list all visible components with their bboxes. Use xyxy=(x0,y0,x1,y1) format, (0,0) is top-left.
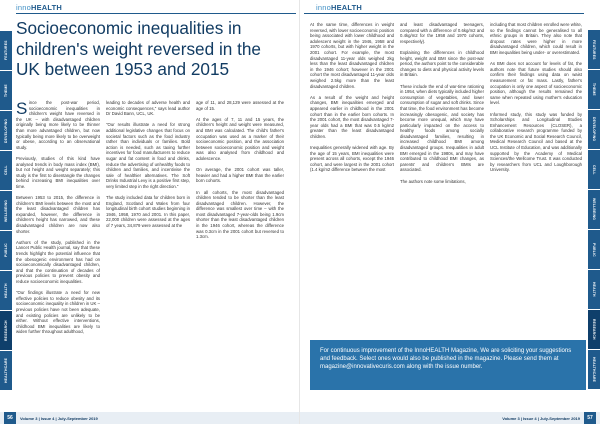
header-rule xyxy=(16,13,296,14)
feedback-callout xyxy=(310,340,586,390)
paragraph: At the ages of 7, 11 and 15 years, the children's height and weight were measured, and BMI was calculated. The child's father's occupation was used as a marker of their socioeconomic position, and the association between socioeconomic position and weight was also analysed from childhood and adolescence. xyxy=(196,116,284,161)
page-number: 57 xyxy=(584,412,596,424)
paragraph: age of 11, and 28,129 were assessed at the age of 15. xyxy=(196,100,284,111)
section-tab[interactable]: HEALTHCARE xyxy=(0,350,12,390)
section-tab[interactable]: RESEARCH xyxy=(0,310,12,350)
section-tab[interactable]: FEATURES xyxy=(588,30,600,70)
issue-info: Volume 3 | Issue 4 | July-September 2019 xyxy=(20,415,98,421)
callout-text: For continuous improvement of the InnoHEALTH Magazine, We are soliciting your suggestions and feedback. Select ones would also be published in the magazine. Please send them at magazine@innovativecuris.com along with the issue number. xyxy=(320,348,572,371)
paragraph: The study included data for children born in England, Scotland and Wales from four longitudinal birth cohort studies beginning in 1946, 1958, 1970 and 2001. In this paper, 22,000 children were assessed at the ages of 7 years, 34,879 were assessed at the xyxy=(106,195,190,229)
footer xyxy=(300,412,600,424)
paragraph: Explaining the differences in childhood height, weight and BMI since the post-war period, the authors point to the considerable changes to diets and physical activity levels in Britain. xyxy=(400,49,484,78)
magazine-logo[interactable]: innoHEALTH xyxy=(16,3,63,12)
paragraph: including that most children enrolled were white, so the findings cannot be generalised to all ethnic groups in Britain. They also note that dropout rates were higher in more disadvantaged children, which could result in BMI inequalities being under- or overestimated. xyxy=(490,22,582,55)
paragraph: Authors of the study, published in the Lancet Public Health journal, say that these trends highlight the potential influence that the obesogenic environment has had on socioeconomically disadvantaged children, and that the continuation of decades of previous policies to prevent obesity and reduce socioeconomic inequalities. xyxy=(16,239,100,284)
masthead xyxy=(16,3,62,12)
section-tab[interactable]: THEME xyxy=(0,70,12,110)
paragraph: Since the post-war period, socioeconomic inequalities in children's weight have reversed in the UK – with disadvantaged children originally being more likely to be thinner than more advantaged children, but now typically being more likely to be overweight or obese, according to an observational study. xyxy=(16,98,100,150)
magazine-logo[interactable]: innoHEALTH xyxy=(316,3,363,12)
section-tab[interactable]: HEALTH xyxy=(0,270,12,310)
section-tab[interactable]: THEME xyxy=(588,70,600,110)
article-column-5 xyxy=(400,22,484,190)
footer xyxy=(0,412,300,424)
paragraph: Informed study, this study was funded by Scholarships and Longitudinal Studies Enhancement Resources (CLOSER), a collaborative research programme funded by the UK Economic and Social Research Council, Medical Research Council and based at the UCL Institute of Education, and was additionally supported by the Academy of Medical Sciences/the Wellcome Trust. It was conducted by researchers from UCL and Loughborough University. xyxy=(490,111,582,173)
article-column-2 xyxy=(106,100,190,234)
section-tab[interactable]: FEATURES xyxy=(0,30,12,70)
paragraph: "Our results illustrate a need for strong additional legislative changes that focus on societal factors such as the food industry rather than individuals or families. Bold action is needed, such as taxing further incentives for food manufacturers to reduce sugar and fat content in food and drinks, reduce the advertising of unhealthy foods to children and families, and incentivise the sale of healthier alternatives. The Soft Drinks Industrial Levy is a positive first step, very limited step in the right direction." xyxy=(106,122,190,189)
page-number: 56 xyxy=(4,412,16,424)
paragraph: As a result of the weight and height changes, BMI inequalities emerged and appeared earlier in childhood in the 2001 cohort than in the earlier born cohorts. In the 2001 cohort, the most disadvantaged 7-year olds had a BMI that was 0.5 kg/m2 greater than the least disadvantaged children. xyxy=(310,94,394,139)
paragraph: At the same time, differences in weight reversed, with lower socioeconomic position being associated with lower childhood and adolescent weight in the 1946, 1958 and 1970 cohorts, but with higher weight in the 2001 cohort. For example, the most disadvantaged 11-year olds weighed 2kg less than the least disadvantaged children in the 1946 cohort; however in the 2001 cohort the most disadvantaged 11-year olds weighed 2.5kg more than the least disadvantaged children. xyxy=(310,22,394,89)
section-tabs-right xyxy=(588,30,600,390)
paragraph: Previously, studies of this kind have analysed trends in body mass index (BMI), but not height and weight separately; this study is the first to disentangle the changes behind increasing BMI inequalities over time. xyxy=(16,155,100,189)
section-tab[interactable]: DEVELOPING xyxy=(588,110,600,150)
section-tab[interactable]: HEALTHCARE xyxy=(588,350,600,390)
section-tab[interactable]: PUBLIC xyxy=(0,230,12,270)
article-column-3 xyxy=(196,100,284,245)
section-tab[interactable]: RESEARCH xyxy=(588,310,600,350)
section-tab[interactable]: HEALTH xyxy=(588,270,600,310)
section-tab[interactable]: CELL xyxy=(588,150,600,190)
paragraph: Between 1953 to 2015, the difference in children's BMI levels between the most and the least disadvantaged children has expanded, however, the difference in children's height has narrowed, and these disadvantaged children are now also shorter. xyxy=(16,195,100,234)
article-column-4 xyxy=(310,22,394,179)
paragraph: The authors note some limitations, xyxy=(400,178,466,184)
masthead xyxy=(316,3,362,12)
paragraph: "Our findings illustrate a need for new effective policies to reduce obesity and its socioeconomic inequality in children in UK – previous policies have not been adequate, and existing policies are unlikely to be either. Without effective interventions, childhood BMI inequalities are likely to widen further throughout adulthood, xyxy=(16,290,100,335)
paragraph: leading to decades of adverse health and economic consequences," says lead author Dr David Bann, UCL, UK. xyxy=(106,100,190,117)
section-tab[interactable]: WELLBEING xyxy=(0,190,12,230)
paragraph: These include the end of war-time rationing in 1954, when diets typically included higher consumption of vegetables, and lower consumption of sugar and soft drinks. Since that time, the food environment has become increasingly obesogenic, and society has become more unequal, which may have particularly impacted on the access to healthy foods among socially disadvantaged families, resulting in increased childhood BMI among disadvantaged groups. Inequalities in adult BMI emerged in the 1980s, and may have contributed to childhood BMI changes, as parents' and children's BMIs are associated. xyxy=(400,83,484,173)
section-tab[interactable]: PUBLIC xyxy=(588,230,600,270)
section-tab[interactable]: CELL xyxy=(0,150,12,190)
right-page xyxy=(300,0,600,424)
section-tab[interactable]: WELLBEING xyxy=(588,190,600,230)
article-column-1 xyxy=(16,100,100,341)
paragraph: and least disadvantaged teenagers, compared with a difference of 0.6kg/m2 and 0.4kg/m2 for the 1958 and 1970 cohorts, respectively). xyxy=(400,22,484,44)
section-tabs-left xyxy=(0,30,12,390)
article-column-6 xyxy=(490,22,582,179)
paragraph: As BMI does not account for levels of fat, the authors note that future studies should also confirm their findings using data on waist measurement or fat mass. Lastly, father's occupation is only one aspect of socioeconomic position, although the results remained the same when repeated using mother's education level. xyxy=(490,61,582,106)
paragraph: In all cohorts, the most disadvantaged children tended to be shorter than the least disadvantaged children. However, the difference was smallest over time – with the most disadvantaged 7-year-olds being 1.9cm shorter than the least disadvantaged children in the 1946 cohort, whereas the difference was 0.3cm in the 2001 cohort but reversed to 1.3cm. xyxy=(196,189,284,240)
paragraph: Inequalities generally widened with age. By the age of 15 years, BMI inequalities were present across all cohorts, except the 1946 cohort, and were largest in the 2001 cohort (1.4 kg/m2 difference between the most xyxy=(310,145,394,173)
paragraph: On average, the 2001 cohort was taller, heavier and had a higher BMI than the earlier born cohorts. xyxy=(196,167,284,184)
section-tab[interactable]: DEVELOPING xyxy=(0,110,12,150)
article-headline: Socioeconomic inequalities in children's weight reversed in the UK between 1953 and 2015 xyxy=(16,18,261,79)
issue-info: Volume 3 | Issue 4 | July-September 2019 xyxy=(502,415,580,421)
header-rule xyxy=(304,13,584,14)
